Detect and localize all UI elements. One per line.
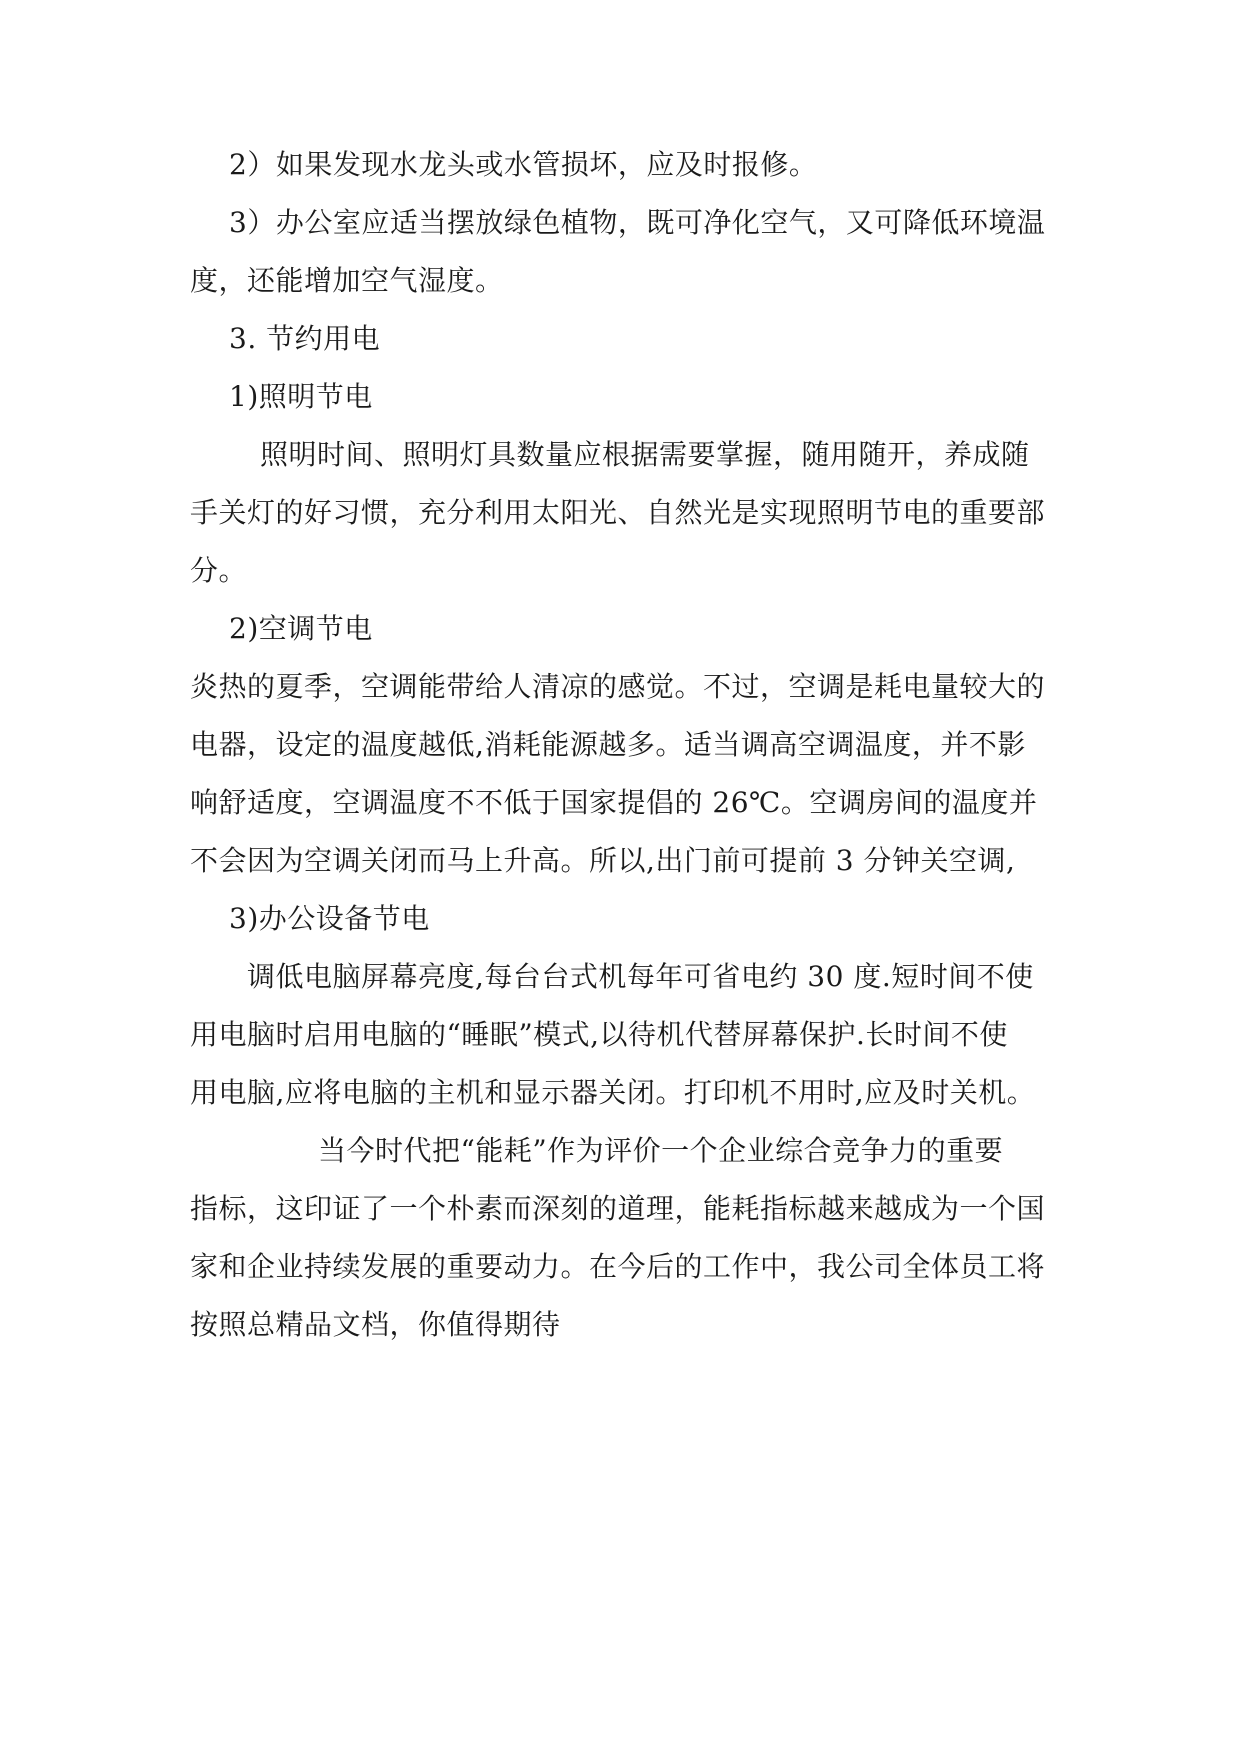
paragraph-line: 不会因为空调关闭而马上升高。所以,出门前可提前 3 分钟关空调,: [190, 844, 1016, 877]
paragraph-line: 炎热的夏季，空调能带给人清凉的感觉。不过，空调是耗电量较大的: [190, 670, 1046, 703]
paragraph-line: 3）办公室应适当摆放绿色植物，既可净化空气，又可降低环境温: [229, 206, 1046, 239]
paragraph-line: 度，还能增加空气湿度。: [190, 264, 504, 297]
section-heading: 3. 节约用电: [229, 322, 381, 355]
paragraph-line: 指标，这印证了一个朴素而深刻的道理，能耗指标越来越成为一个国: [190, 1192, 1046, 1225]
paragraph-line: 用电脑,应将电脑的主机和显示器关闭。打印机不用时,应及时关机。: [190, 1076, 1036, 1109]
paragraph-line: 照明时间、照明灯具数量应根据需要掌握，随用随开，养成随: [260, 438, 1030, 471]
paragraph-line: 按照总精品文档，你值得期待: [190, 1308, 561, 1341]
paragraph-line: 家和企业持续发展的重要动力。在今后的工作中，我公司全体员工将: [190, 1250, 1046, 1283]
paragraph-line: 手关灯的好习惯，充分利用太阳光、自然光是实现照明节电的重要部: [190, 496, 1046, 529]
subsection-heading: 3)办公设备节电: [229, 902, 430, 935]
paragraph-line: 分。: [190, 554, 248, 587]
paragraph-line: 响舒适度，空调温度不不低于国家提倡的 26℃。空调房间的温度并: [190, 786, 1038, 819]
paragraph-line: 调低电脑屏幕亮度,每台台式机每年可省电约 30 度.短时间不使: [247, 960, 1034, 993]
paragraph-line: 当今时代把“能耗”作为评价一个企业综合竞争力的重要: [318, 1134, 1004, 1167]
paragraph-line: 电器，设定的温度越低,消耗能源越多。适当调高空调温度，并不影: [190, 728, 1026, 761]
subsection-heading: 2)空调节电: [229, 612, 373, 645]
subsection-heading: 1)照明节电: [229, 380, 373, 413]
paragraph-line: 用电脑时启用电脑的“睡眠”模式,以待机代替屏幕保护.长时间不使: [190, 1018, 1008, 1051]
paragraph-line: 2）如果发现水龙头或水管损坏，应及时报修。: [229, 148, 818, 181]
